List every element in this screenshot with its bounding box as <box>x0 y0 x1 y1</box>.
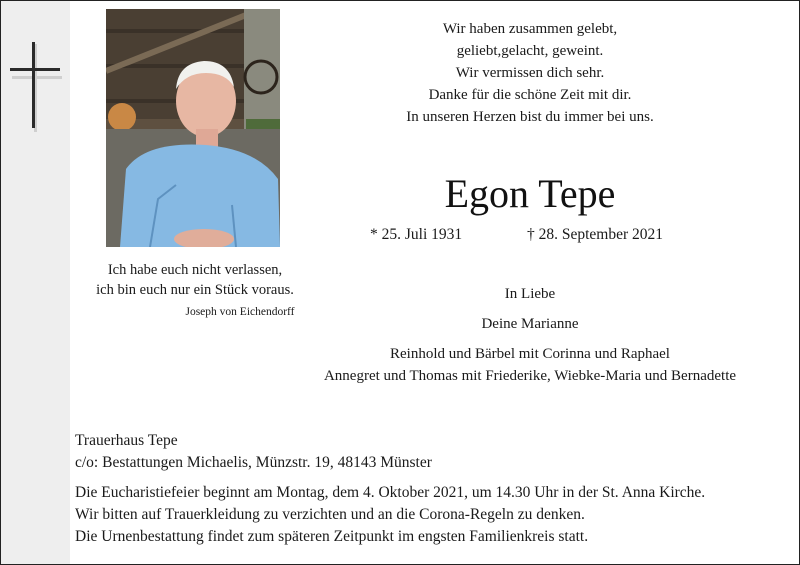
care-of-address: c/o: Bestattungen Michaelis, Münzstr. 19, 48143 Münster <box>75 454 432 471</box>
mourners-spouse: Deine Marianne <box>481 316 579 332</box>
info-note: Wir bitten auf Trauerkleidung zu verzichten und an die Corona-Regeln zu denken. <box>75 506 585 523</box>
house-name: Trauerhaus Tepe <box>75 432 178 449</box>
info-note: Die Urnenbestattung findet zum späteren Zeitpunkt im engsten Familienkreis statt. <box>75 528 589 545</box>
mourners-families <box>250 343 800 387</box>
mourners-intro: In Liebe <box>504 286 556 302</box>
poem-line: Wir haben zusammen gelebt, <box>442 21 618 37</box>
poem-line: In unseren Herzen bist du immer bei uns. <box>406 109 654 125</box>
funeral-info <box>75 430 795 548</box>
poem-line: Danke für die schöne Zeit mit dir. <box>428 87 632 103</box>
poem-line: geliebt,gelacht, geweint. <box>456 43 604 59</box>
info-note: Die Eucharistiefeier beginnt am Montag, dem 4. Oktober 2021, um 14.30 Uhr in der St. Anna Kirche. <box>75 484 706 501</box>
quote-author: Joseph von Eichendorff <box>185 306 295 318</box>
cross-icon <box>8 42 64 136</box>
family-line: Annegret und Thomas mit Friederike, Wiebke-Maria und Bernadette <box>323 368 737 384</box>
deceased-name: Egon Tepe <box>444 171 616 216</box>
quote <box>70 260 320 300</box>
quote-line: Ich habe euch nicht verlassen, <box>107 262 283 278</box>
family-line: Reinhold und Bärbel mit Corinna und Raphael <box>390 346 670 362</box>
poem <box>370 18 690 128</box>
poem-line: Wir vermissen dich sehr. <box>455 65 605 81</box>
death-date: † 28. September 2021 <box>527 226 664 243</box>
birth-date: * 25. Juli 1931 <box>370 226 463 243</box>
portrait-photo <box>106 9 280 247</box>
quote-line: ich bin euch nur ein Stück voraus. <box>96 282 294 298</box>
